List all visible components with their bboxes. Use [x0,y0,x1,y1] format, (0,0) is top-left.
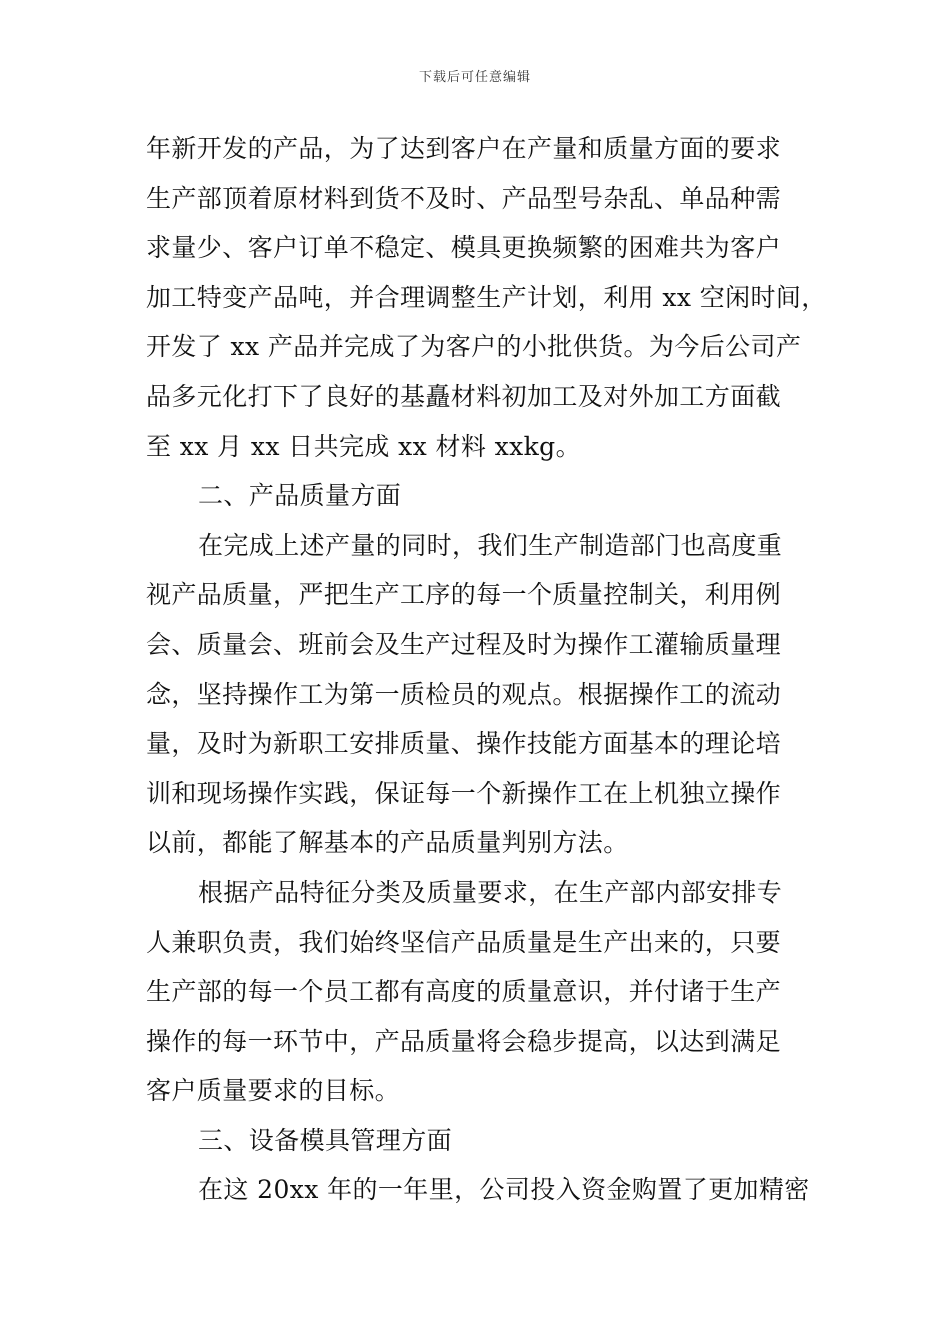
document-body [146,124,836,1215]
text-line: 会、质量会、班前会及生产过程及时为操作工灌输质量理 [146,629,782,659]
text-line: 生产部的每一个员工都有高度的质量意识，并付诸于生产 [146,977,782,1007]
text-line: 二、产品质量方面 [198,481,402,511]
text-line: 品多元化打下了良好的基矗材料初加工及对外加工方面截 [146,381,782,411]
text-line: 人兼职负责，我们始终坚信产品质量是生产出来的，只要 [146,927,782,957]
text-line: 训和现场操作实践，保证每一个新操作工在上机独立操作 [146,778,782,808]
text-line: 念，坚持操作工为第一质检员的观点。根据操作工的流动 [146,679,782,709]
text-line: 量，及时为新职工安排质量、操作技能方面基本的理论培 [146,729,782,759]
text-line: 开发了 xx 产品并完成了为客户的小批供货。为今后公司产 [146,332,802,362]
text-line: 在完成上述产量的同时，我们生产制造部门也高度重 [198,530,783,560]
text-line: 在这 20xx 年的一年里，公司投入资金购置了更加精密 [198,1175,810,1205]
text-line: 客户质量要求的目标。 [146,1076,401,1106]
text-line: 视产品质量，严把生产工序的每一个质量控制关，利用例 [146,580,782,610]
text-line: 以前，都能了解基本的产品质量判别方法。 [146,828,629,858]
page-header-note: 下载后可任意编辑 [418,70,531,85]
text-line: 加工特变产品吨，并合理调整生产计划，利用 xx 空闲时间， [146,282,827,312]
text-line: 至 xx 月 xx 日共完成 xx 材料 xxkg。 [146,431,581,461]
text-line: 年新开发的产品，为了达到客户在产量和质量方面的要求 [146,134,782,163]
text-line: 根据产品特征分类及质量要求，在生产部内部安排专 [198,877,783,907]
text-line: 生产部顶着原材料到货不及时、产品型号杂乱、单品种需 [146,183,782,213]
text-line: 三、设备模具管理方面 [198,1125,453,1155]
text-line: 操作的每一环节中，产品质量将会稳步提高，以达到满足 [146,1026,782,1056]
text-line: 求量少、客户订单不稳定、模具更换频繁的困难共为客户 [146,233,782,263]
